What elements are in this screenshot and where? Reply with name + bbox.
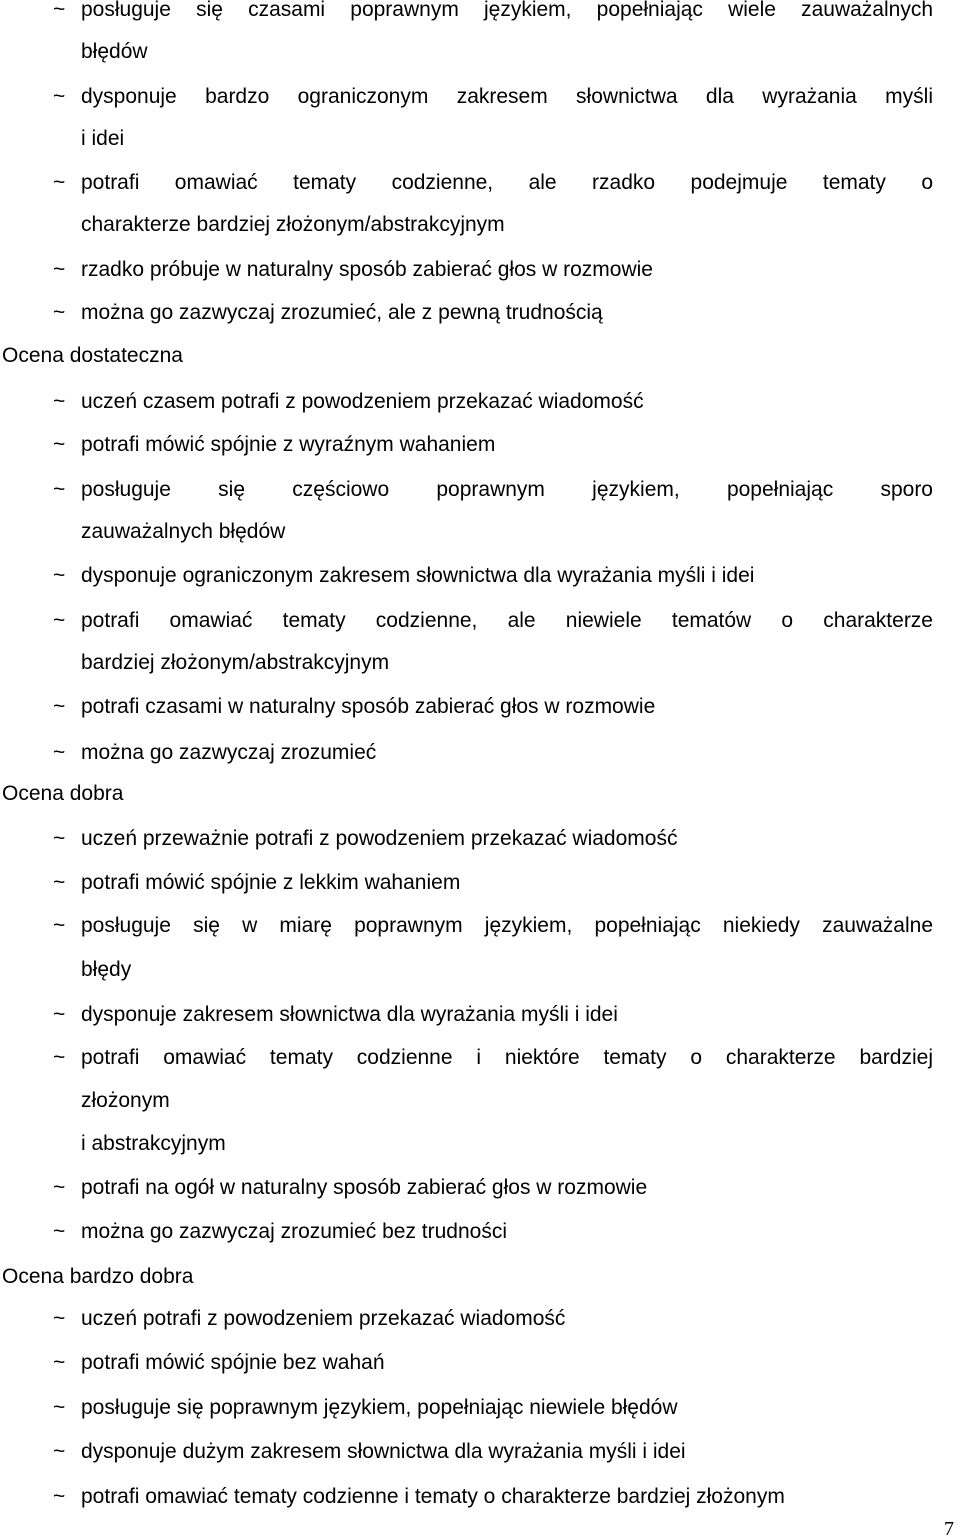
- tilde-bullet-icon: ~: [53, 1485, 66, 1508]
- tilde-bullet-icon: ~: [53, 301, 66, 324]
- tilde-bullet-icon: ~: [53, 695, 66, 718]
- tilde-bullet-icon: ~: [53, 914, 66, 937]
- tilde-bullet-icon: ~: [53, 564, 66, 587]
- list-item-continuation: błędów: [81, 40, 148, 63]
- tilde-bullet-icon: ~: [53, 390, 66, 413]
- list-item-continuation: i abstrakcyjnym: [81, 1132, 226, 1155]
- list-item-continuation: zauważalnych błędów: [81, 520, 286, 543]
- list-item-text: potrafi omawiać tematy codzienne i tematy o charakterze bardziej złożonym: [81, 1485, 785, 1508]
- tilde-bullet-icon: ~: [53, 258, 66, 281]
- list-item-text: potrafi mówić spójnie z wyraźnym wahaniem: [81, 433, 496, 456]
- list-item-text: posługuje się czasami poprawnym językiem, popełniając wiele zauważalnych: [81, 0, 933, 21]
- tilde-bullet-icon: ~: [53, 741, 66, 764]
- list-item-continuation: i idei: [81, 127, 125, 150]
- list-item-text: potrafi omawiać tematy codzienne, ale niewiele tematów o charakterze: [81, 609, 933, 632]
- tilde-bullet-icon: ~: [53, 871, 66, 894]
- tilde-bullet-icon: ~: [53, 1220, 66, 1243]
- tilde-bullet-icon: ~: [53, 1396, 66, 1419]
- list-item-continuation: błędy: [81, 958, 132, 981]
- list-item-text: potrafi czasami w naturalny sposób zabierać głos w rozmowie: [81, 695, 656, 718]
- tilde-bullet-icon: ~: [53, 85, 66, 108]
- list-item-text: potrafi omawiać tematy codzienne, ale rzadko podejmuje tematy o: [81, 171, 933, 194]
- section-heading: Ocena dostateczna: [2, 344, 183, 367]
- list-item-text: dysponuje bardzo ograniczonym zakresem słownictwa dla wyrażania myśli: [81, 85, 933, 108]
- list-item-continuation: charakterze bardziej złożonym/abstrakcyjnym: [81, 213, 505, 236]
- list-item-text: rzadko próbuje w naturalny sposób zabierać głos w rozmowie: [81, 258, 653, 281]
- tilde-bullet-icon: ~: [53, 1440, 66, 1463]
- list-item-continuation: złożonym: [81, 1089, 170, 1112]
- tilde-bullet-icon: ~: [53, 1046, 66, 1069]
- tilde-bullet-icon: ~: [53, 609, 66, 632]
- tilde-bullet-icon: ~: [53, 1351, 66, 1374]
- list-item-text: dysponuje zakresem słownictwa dla wyrażania myśli i idei: [81, 1003, 618, 1026]
- list-item-text: uczeń przeważnie potrafi z powodzeniem przekazać wiadomość: [81, 827, 678, 850]
- tilde-bullet-icon: ~: [53, 433, 66, 456]
- tilde-bullet-icon: ~: [53, 1176, 66, 1199]
- section-heading: Ocena dobra: [2, 782, 124, 805]
- tilde-bullet-icon: ~: [53, 1003, 66, 1026]
- tilde-bullet-icon: ~: [53, 1307, 66, 1330]
- list-item-text: można go zazwyczaj zrozumieć, ale z pewną trudnością: [81, 301, 603, 324]
- list-item-text: potrafi omawiać tematy codzienne i niektóre tematy o charakterze bardziej: [81, 1046, 933, 1069]
- list-item-text: dysponuje ograniczonym zakresem słownictwa dla wyrażania myśli i idei: [81, 564, 755, 587]
- list-item-text: potrafi mówić spójnie z lekkim wahaniem: [81, 871, 461, 894]
- list-item-text: uczeń potrafi z powodzeniem przekazać wiadomość: [81, 1307, 566, 1330]
- list-item-text: dysponuje dużym zakresem słownictwa dla wyrażania myśli i idei: [81, 1440, 686, 1463]
- tilde-bullet-icon: ~: [53, 0, 66, 21]
- list-item-text: uczeń czasem potrafi z powodzeniem przekazać wiadomość: [81, 390, 644, 413]
- list-item-text: posługuje się częściowo poprawnym językiem, popełniając sporo: [81, 478, 933, 501]
- list-item-text: potrafi na ogół w naturalny sposób zabierać głos w rozmowie: [81, 1176, 648, 1199]
- list-item-text: można go zazwyczaj zrozumieć: [81, 741, 377, 764]
- list-item-text: posługuje się w miarę poprawnym językiem, popełniając niekiedy zauważalne: [81, 914, 933, 937]
- list-item-text: potrafi mówić spójnie bez wahań: [81, 1351, 385, 1374]
- section-heading: Ocena bardzo dobra: [2, 1265, 194, 1288]
- list-item-continuation: bardziej złożonym/abstrakcyjnym: [81, 651, 390, 674]
- list-item-text: można go zazwyczaj zrozumieć bez trudności: [81, 1220, 508, 1243]
- page-number: 7: [944, 1518, 954, 1540]
- tilde-bullet-icon: ~: [53, 478, 66, 501]
- tilde-bullet-icon: ~: [53, 171, 66, 194]
- list-item-text: posługuje się poprawnym językiem, popełniając niewiele błędów: [81, 1396, 678, 1419]
- tilde-bullet-icon: ~: [53, 827, 66, 850]
